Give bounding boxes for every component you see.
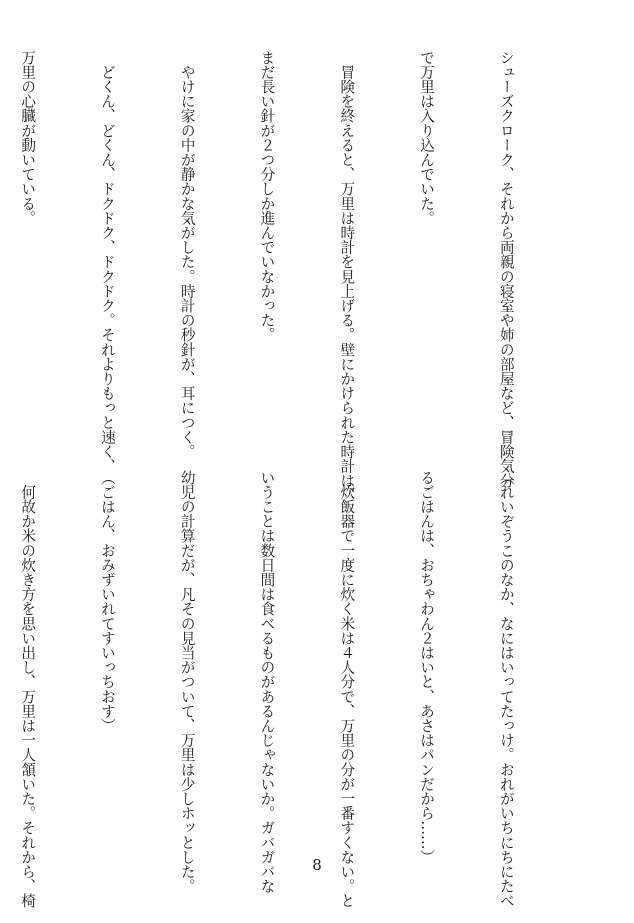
text-line: で万里は入り込んでいた。: [418, 50, 436, 226]
text-line: シューズクローク、それから両親の寝室や姉の部屋など、冒険気分: [497, 50, 515, 488]
text-line: （れいぞうこのなか、なにはいってたっけ。おれがいちにちにたべ: [497, 470, 515, 908]
text-line: 幼児の計算だが、凡その見当がついて、万里は少しホッとした。: [178, 470, 196, 894]
text-line: いうことは数日間は食べるものがあるんじゃないか。ガバガバな: [258, 470, 276, 894]
upper-text-block: [19, 50, 572, 503]
text-line: どくん、どくん、ドクドク、ドクドク。それよりもっと速く、: [98, 50, 116, 474]
lower-text-block: [19, 470, 572, 908]
page-number: 8: [312, 856, 322, 874]
text-line: （ごはん、おみずいれてすいっちおす）: [98, 470, 116, 733]
text-line: まだ長い針が２つ分しか進んでいなかった。: [258, 50, 276, 342]
text-line: 炊飯器で一度に炊く米は４人分で、万里の分が一番すくない。と: [338, 470, 356, 908]
text-line: るごはんは、おちゃわん２はいと、あさはパンだから……）: [418, 470, 436, 865]
text-line: やけに家の中が静かな気がした。時計の秒針が、耳につく。: [178, 50, 196, 459]
text-line: 万里の心臓が動いている。: [19, 50, 37, 226]
text-line: 冒険を終えると、万里は時計を見上げる。壁にかけられた時計は、: [338, 50, 356, 503]
text-line: 何故か米の炊き方を思い出し、万里は一人頷いた。それから、椅: [19, 470, 37, 908]
